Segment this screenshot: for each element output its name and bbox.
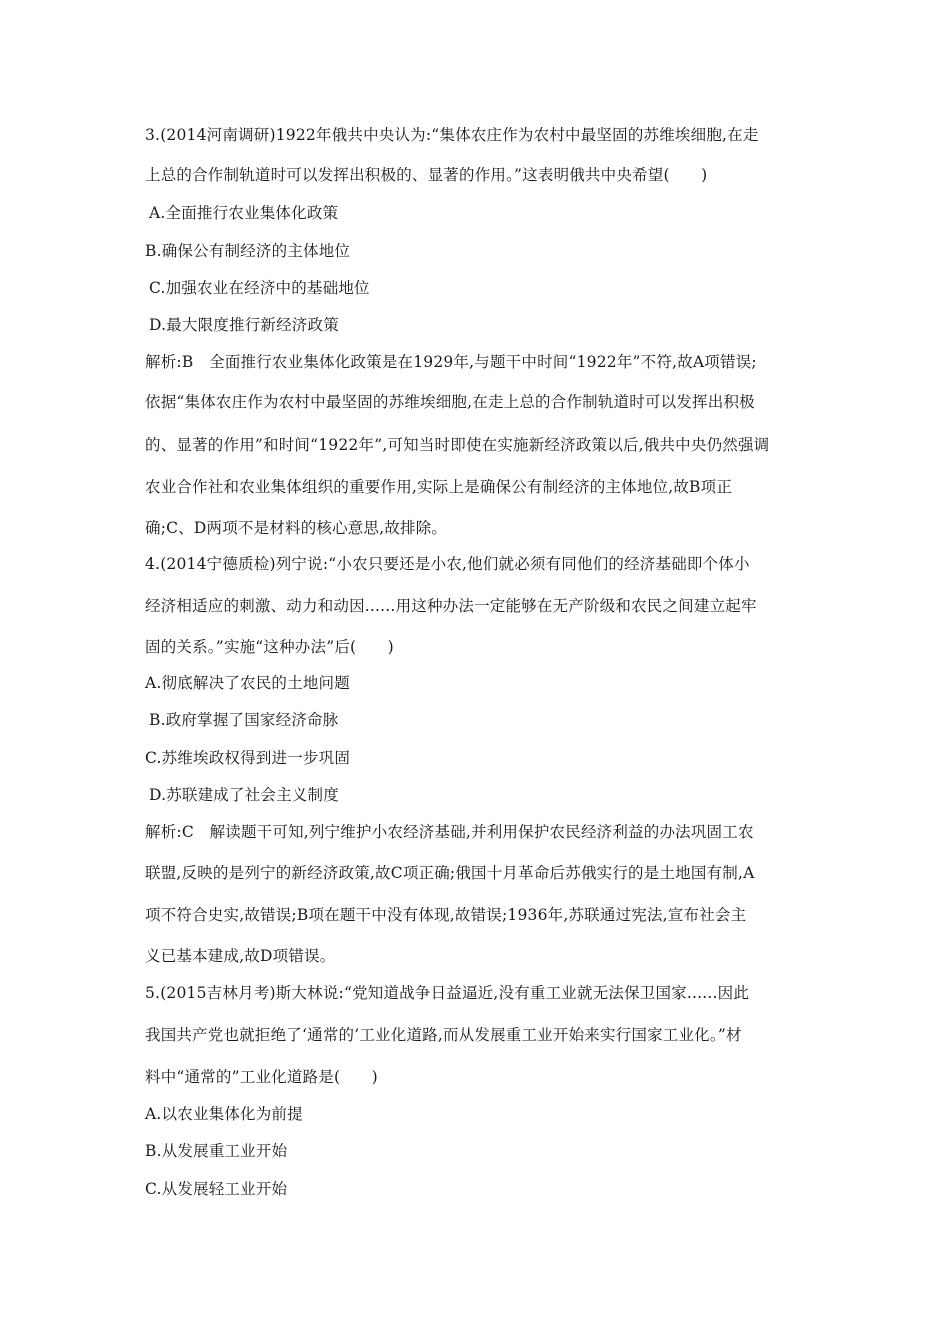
question-4-analysis-line-2: 联盟,反映的是列宁的新经济政策,故C项正确;俄国十月革命后苏俄实行的是土地国有制,A bbox=[145, 864, 755, 882]
question-3-analysis-line-2: 依据“集体农庄作为农村中最坚固的苏维埃细胞,在走上总的合作制轨道时可以发挥出积极 bbox=[145, 393, 755, 411]
question-5-option-b: B.从发展重工业开始 bbox=[145, 1142, 288, 1160]
question-5-option-a: A.以农业集体化为前提 bbox=[145, 1105, 303, 1123]
question-4-stem-line-2: 经济相适应的刺激、动力和动因......用这种办法一定能够在无产阶级和农民之间建立起牢 bbox=[145, 597, 757, 615]
question-4-option-a: A.彻底解决了农民的土地问题 bbox=[145, 674, 350, 692]
question-4-option-b: B.政府掌握了国家经济命脉 bbox=[149, 711, 339, 729]
question-3-option-c: C.加强农业在经济中的基础地位 bbox=[149, 279, 370, 297]
question-5-stem-line-2: 我国共产党也就拒绝了‘通常的’工业化道路,而从发展重工业开始来实行国家工业化。”材 bbox=[145, 1026, 742, 1044]
question-3-analysis-line-1: 解析:B 全面推行农业集体化政策是在1929年,与题干中时间“1922年”不符,故A项错误; bbox=[145, 353, 757, 371]
question-3-option-d: D.最大限度推行新经济政策 bbox=[149, 316, 339, 334]
question-3-analysis-line-3: 的、显著的作用”和时间“1922年”,可知当时即使在实施新经济政策以后,俄共中央仍然强调 bbox=[145, 436, 770, 454]
question-5-stem-line-1: 5.(2015吉林月考)斯大林说:“党知道战争日益逼近,没有重工业就无法保卫国家......因此 bbox=[145, 984, 750, 1002]
question-4-analysis-line-1: 解析:C 解读题干可知,列宁维护小农经济基础,并利用保护农民经济利益的办法巩固工农 bbox=[145, 823, 754, 841]
question-3-analysis-line-5: 确;C、D两项不是材料的核心意思,故排除。 bbox=[145, 519, 448, 537]
question-3-option-b: B.确保公有制经济的主体地位 bbox=[145, 242, 351, 260]
question-4-stem-line-1: 4.(2014宁德质检)列宁说:“小农只要还是小农,他们就必须有同他们的经济基础即个体小 bbox=[145, 555, 750, 573]
question-4-stem-line-3: 固的关系。”实施“这种办法”后( ) bbox=[145, 638, 394, 656]
question-5-stem-line-3: 料中“通常的”工业化道路是( ) bbox=[145, 1068, 378, 1086]
question-3-stem-line-2: 上总的合作制轨道时可以发挥出积极的、显著的作用。”这表明俄共中央希望( ) bbox=[145, 166, 708, 184]
question-3-stem-line-1: 3.(2014河南调研)1922年俄共中央认为:“集体农庄作为农村中最坚固的苏维埃细胞,在走 bbox=[145, 126, 759, 144]
question-5-option-c: C.从发展轻工业开始 bbox=[145, 1180, 288, 1198]
question-3-option-a: A.全面推行农业集体化政策 bbox=[149, 204, 339, 222]
question-4-analysis-line-3: 项不符合史实,故错误;B项在题干中没有体现,故错误;1936年,苏联通过宪法,宣布社会主 bbox=[145, 906, 747, 924]
question-4-option-c: C.苏维埃政权得到进一步巩固 bbox=[145, 749, 351, 767]
question-3-analysis-line-4: 农业合作社和农业集体组织的重要作用,实际上是确保公有制经济的主体地位,故B项正 bbox=[145, 478, 733, 496]
question-4-option-d: D.苏联建成了社会主义制度 bbox=[149, 786, 339, 804]
question-4-analysis-line-4: 义已基本建成,故D项错误。 bbox=[145, 947, 336, 965]
